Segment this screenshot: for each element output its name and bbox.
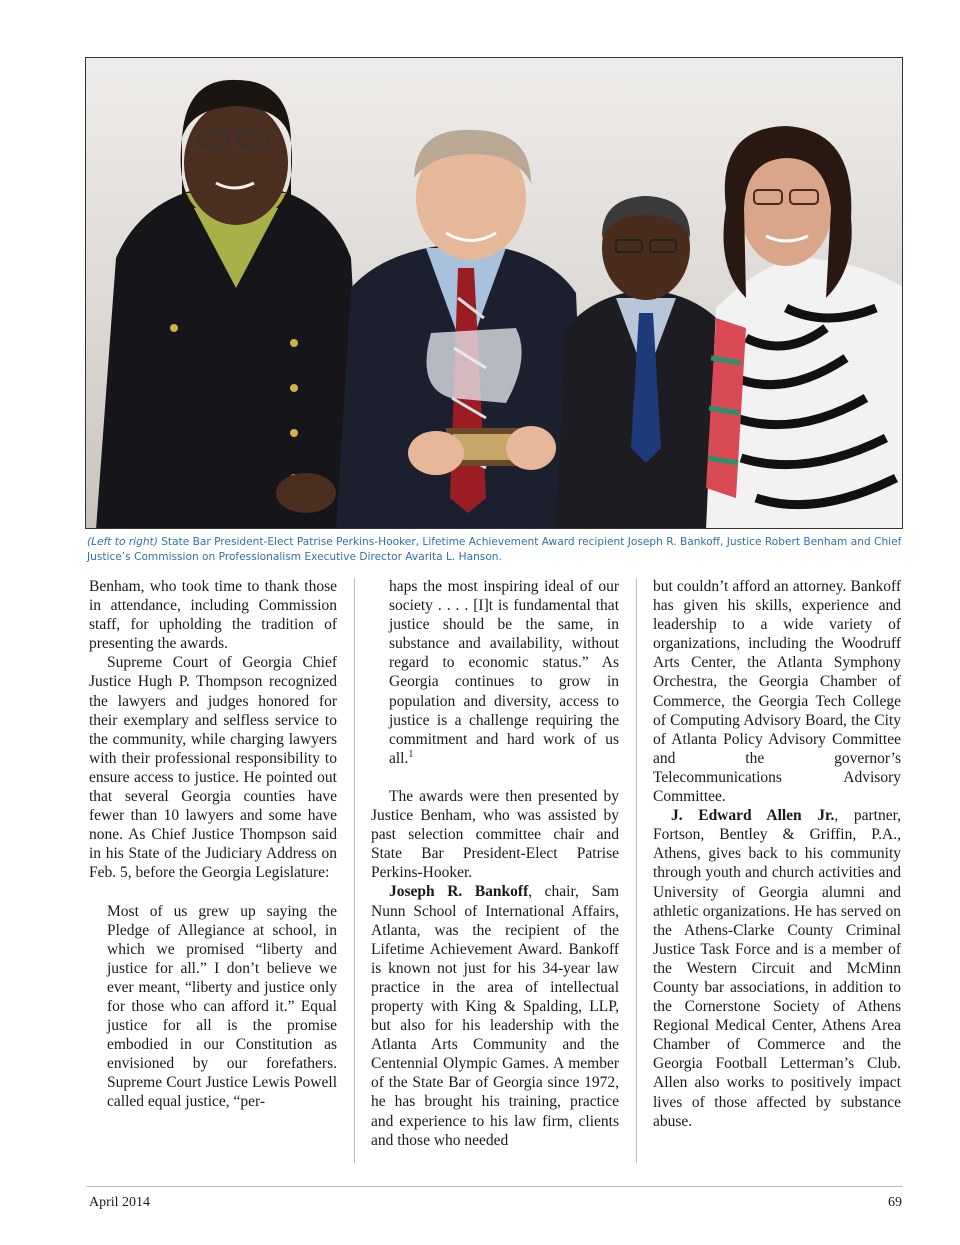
column-1 bbox=[89, 577, 337, 1112]
column-2 bbox=[371, 577, 619, 1150]
col2-paragraph-1: The awards were then presented by Justice Benham, who was assisted by past selection committee chair and State Bar President-Elect Patrise Perkins-Hooker. bbox=[371, 787, 619, 882]
award-ceremony-photo bbox=[85, 57, 903, 529]
person-right-woman bbox=[706, 126, 903, 529]
col2-quote-text: haps the most inspiring ideal of our society . . . . [I]t is fundamental that justice should be the same, in substance and availability, without regard to economic status.” As Georgia continues to grow in population and diversity, access to justice is a challenge requiring the commitment and hard work of us all. bbox=[389, 578, 619, 767]
column-3 bbox=[653, 577, 901, 1131]
caption-lead: (Left to right) bbox=[87, 536, 158, 548]
footer-date: April 2014 bbox=[89, 1195, 151, 1210]
col3-paragraph-2 bbox=[653, 806, 901, 1131]
col2-blockquote bbox=[371, 577, 619, 768]
page-number: 69 bbox=[888, 1195, 902, 1210]
col1-paragraph-1: Benham, who took time to thank those in attendance, including Commission staff, for upholding the tradition of presenting the awards. bbox=[89, 578, 337, 653]
col1-blockquote: Most of us grew up saying the Pledge of Allegiance at school, in which we promised “liberty and justice for all.” I don’t believe we ever meant, “liberty and justice only for those who can afford it.” Equal justice for all is the promise embodied in our Constitution as envisioned by our forefathers. Supreme Court Justice Lewis Powell called equal justice, “per- bbox=[107, 902, 337, 1111]
footnote-mark: 1 bbox=[408, 748, 414, 760]
photo-illustration bbox=[86, 58, 903, 529]
caption-text: State Bar President-Elect Patrise Perkins-Hooker, Lifetime Achievement Award recipient Joseph R. Bankoff, Justice Robert Benham and Chief Justice’s Commission on Professionalism Executive Director Avarita L. Hanson. bbox=[87, 536, 902, 563]
honoree-name-bankoff: Joseph R. Bankoff bbox=[389, 883, 529, 901]
col2-paragraph-2 bbox=[371, 882, 619, 1149]
col2-paragraph-2-text: , chair, Sam Nunn School of International Affairs, Atlanta, was the recipient of the Lifetime Achievement Award. Bankoff is known not just for his 34-year law practice in the area of intellectual property with King & Spalding, LLP, but also for his leadership with the Atlanta Arts Community and the Centennial Olympic Games. A member of the State Bar of Georgia since 1972, he has brought his training, practice and experience to his law firm, clients and those who needed bbox=[371, 883, 619, 1149]
col3-paragraph-1: but couldn’t afford an attorney. Bankoff has given his skills, experience and leadership to a wide variety of organizations, including the Woodruff Arts Center, the Atlanta Symphony Orchestra, the Georgia Chamber of Commerce, the Georgia Tech College of Computing Advisory Board, the City of Atlanta Policy Advisory Committee and the governor’s Telecommunications Advisory Committee. bbox=[653, 578, 901, 806]
photo-caption bbox=[87, 535, 905, 565]
footer-rule bbox=[87, 1186, 903, 1187]
honoree-name-allen: J. Edward Allen Jr. bbox=[671, 807, 835, 825]
col1-paragraph-2: Supreme Court of Georgia Chief Justice Hugh P. Thompson recognized the lawyers and judges honored for their exemplary and selfless service to the community, while charging lawyers with their professional responsibility to ensure access to justice. He pointed out that several Georgia counties have fewer than 10 lawyers and some have none. As Chief Justice Thompson said in his State of the Judiciary Address on Feb. 5, before the Georgia Legislature: bbox=[89, 654, 337, 882]
column-divider-1 bbox=[354, 578, 355, 1163]
person-left-woman bbox=[96, 80, 366, 529]
person-award-recipient bbox=[336, 130, 586, 529]
col3-paragraph-2-text: , partner, Fortson, Bentley & Griffin, P.A., Athens, gives back to his community through youth and church activities and University of Georgia alumni and athletic organizations. He has served on the Athens-Clarke County Criminal Justice Task Force and is a member of the Western Circuit and McMinn County bar associations, in addition to the Cornerstone Society of Athens Regional Medical Center, Athens Area Chamber of Commerce and the Georgia Football Letterman’s Club. Allen also works to positively impact lives of those affected by substance abuse. bbox=[653, 807, 901, 1130]
column-divider-2 bbox=[636, 578, 637, 1163]
